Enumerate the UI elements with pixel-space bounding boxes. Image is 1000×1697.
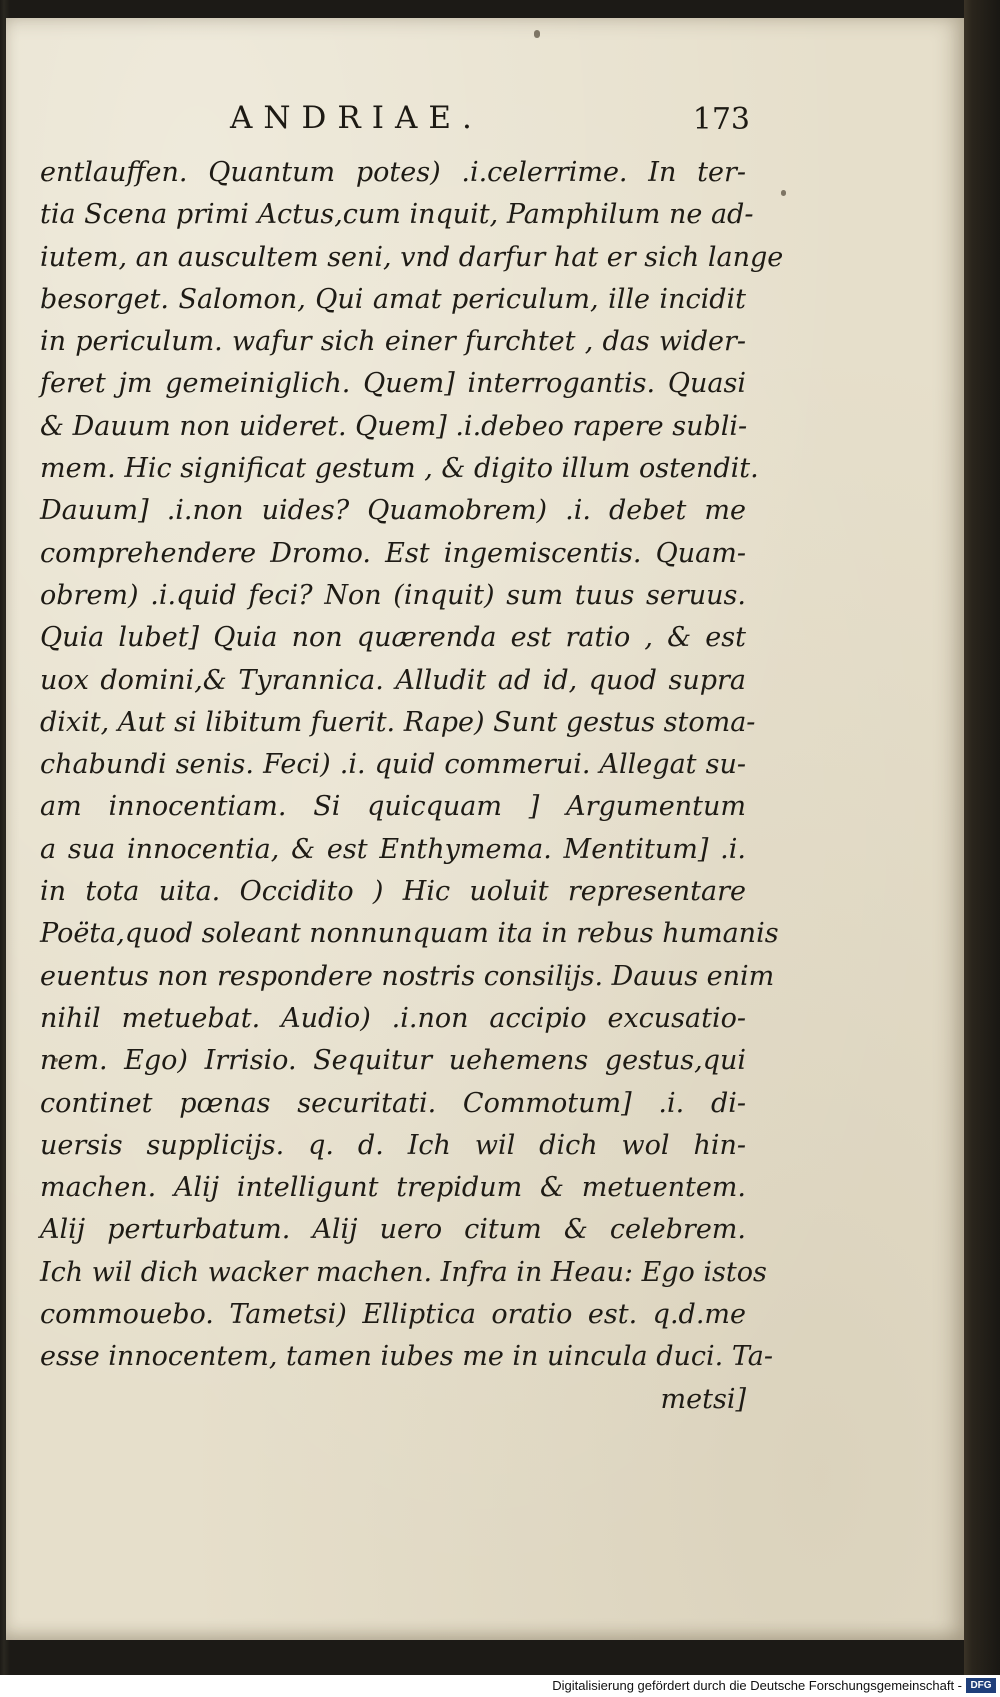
text-line: metsi] <box>660 1383 746 1415</box>
text-line: esse innocentem, tamen iubes me in uincula duci. Ta- <box>40 1341 773 1373</box>
ink-speck <box>534 30 540 38</box>
text-line: machen. Alij intelligunt trepidum & metuentem. <box>40 1172 746 1204</box>
running-title: ANDRIAE. <box>230 100 483 136</box>
footer-bar <box>0 1675 1000 1697</box>
text-line: a sua innocentia, & est Enthymema. Mentitum] .i. <box>40 833 746 865</box>
text-line: mem. Hic significat gestum , & digito illum ostendit. <box>40 453 759 485</box>
text-line: chabundi senis. Feci) .i. quid commerui. Allegat su- <box>40 749 746 781</box>
text-line: in periculum. wafur sich einer furchtet , das wider- <box>40 326 746 358</box>
text-line: iutem, an auscultem seni, vnd darfur hat er sich lange <box>40 241 784 273</box>
ink-speck <box>781 190 786 196</box>
text-line: & Dauum non uideret. Quem] .i.debeo rapere subli- <box>40 410 748 442</box>
page-number: 173 <box>692 102 750 137</box>
running-head <box>230 100 750 148</box>
text-line: in tota uita. Occidito ) Hic uoluit representare <box>40 876 746 908</box>
text-line: uersis supplicijs. q. d. Ich wil dich wol hin- <box>40 1129 746 1161</box>
text-line: commouebo. Tametsi) Elliptica oratio est. q.d.me <box>40 1299 746 1331</box>
dfg-logo: DFG <box>966 1678 996 1693</box>
text-line: feret jm gemeiniglich. Quem] interrogantis. Quasi <box>40 368 746 400</box>
text-line: uox domini,& Tyrannica. Alludit ad id, quod supra <box>40 664 746 696</box>
text-line: comprehendere Dromo. Est ingemiscentis. Quam- <box>40 537 746 569</box>
page-edge-shadow <box>964 0 1000 1675</box>
text-line: Alij perturbatum. Alij uero citum & celebrem. <box>40 1214 746 1246</box>
text-line: nem. Ego) Irrisio. Sequitur uehemens gestus,qui <box>40 1045 746 1077</box>
funding-credit: Digitalisierung gefördert durch die Deutsche Forschungsgemeinschaft - <box>552 1678 962 1693</box>
text-line: euentus non respondere nostris consilijs. Dauus enim <box>40 960 775 992</box>
text-line: dixit, Aut si libitum fuerit. Rape) Sunt gestus stoma- <box>40 706 756 738</box>
text-line: obrem) .i.quid feci? Non (inquit) sum tuus seruus. <box>40 579 746 611</box>
text-line: nihil metuebat. Audio) .i.non accipio excusatio- <box>40 1002 746 1034</box>
text-line: am innocentiam. Si quicquam ] Argumentum <box>40 791 746 823</box>
text-line: tia Scena primi Actus,cum inquit, Pamphilum ne ad- <box>40 199 754 231</box>
body-text <box>40 152 784 1421</box>
text-line: continet pœnas securitati. Commotum] .i. di- <box>40 1087 746 1119</box>
text-line: entlauffen. Quantum potes) .i.celerrime. In ter- <box>40 157 746 188</box>
text-line: Quia lubet] Quia non quærenda est ratio , & est <box>40 622 746 654</box>
text-line: Ich wil dich wacker machen. Infra in Heau: Ego istos <box>40 1256 767 1288</box>
text-line: Dauum] .i.non uides? Quamobrem) .i. debet me <box>40 495 746 527</box>
text-line: besorget. Salomon, Qui amat periculum, ille incidit <box>40 283 746 315</box>
text-line: Poëta,quod soleant nonnunquam ita in rebus humanis <box>40 918 779 950</box>
